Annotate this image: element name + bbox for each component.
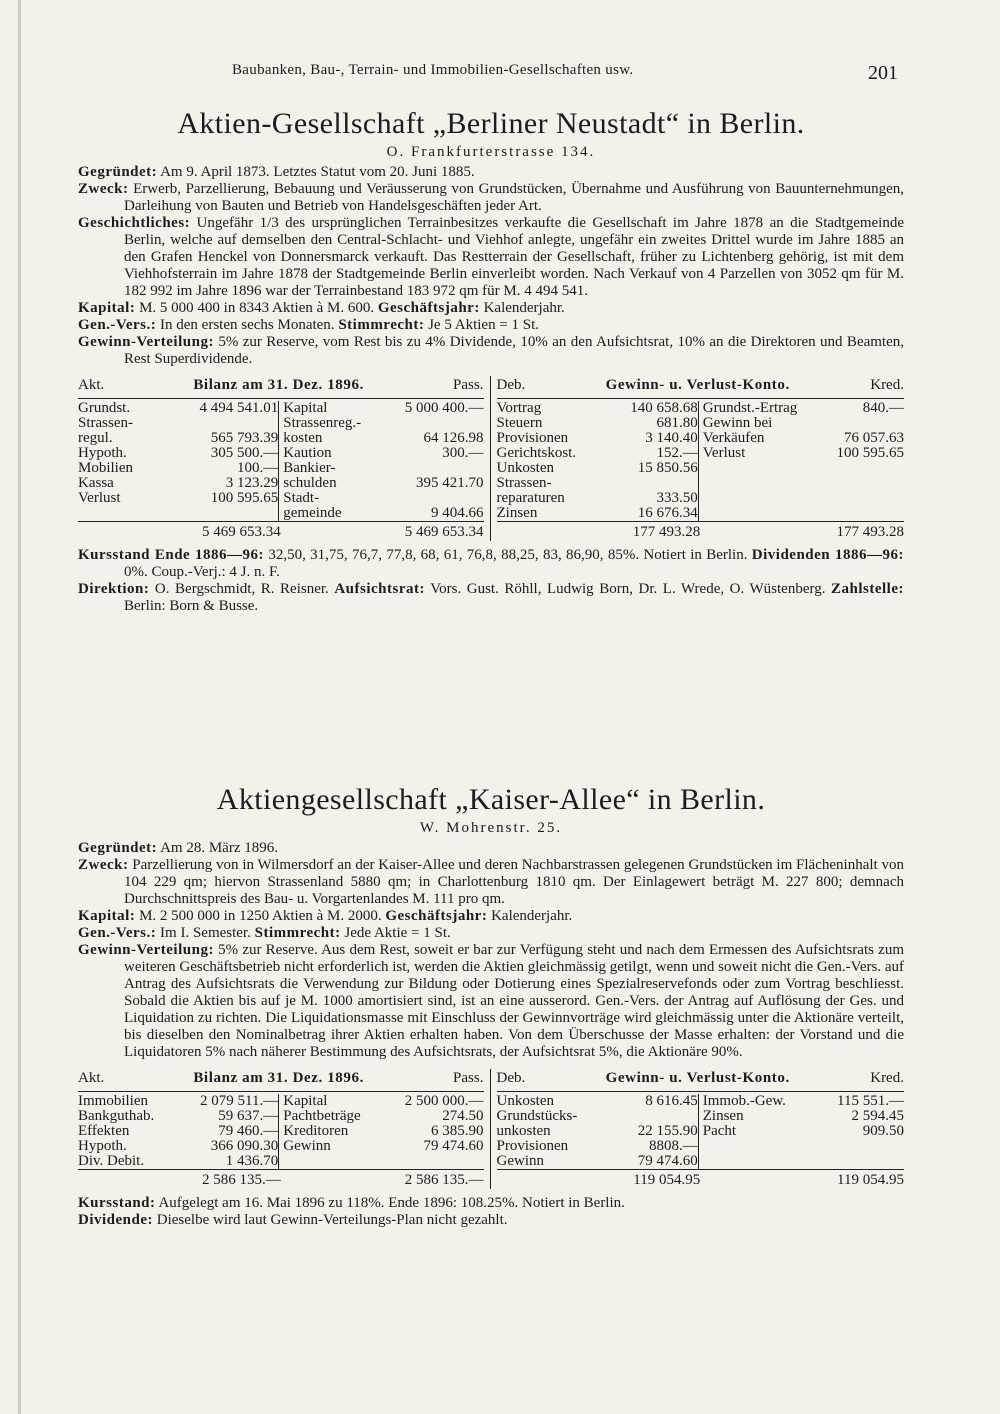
table-row <box>283 416 483 431</box>
company-notes <box>78 547 904 615</box>
row-label: Kassa <box>78 475 114 491</box>
row-label: Strassen- <box>78 415 133 431</box>
table-row <box>78 491 278 506</box>
field-label: Stimmrecht: <box>338 317 425 333</box>
row-label: Immob.-Gew. <box>702 1093 786 1109</box>
row-amount: 8808.— <box>649 1138 698 1154</box>
row-amount: 16 676.34 <box>637 505 698 521</box>
field-text: Erwerb, Parzellierung, Bebauung und Veräusserung von Grundstücken, Übernahme und Ausführung von Bauunternehmungen, Darleihung von Bauten und Betrieb von Handelsgeschäften jeder Art. <box>124 181 904 214</box>
row-label: Provisionen <box>496 430 569 446</box>
row-label: Gewinn <box>496 1153 544 1169</box>
table-row <box>283 1109 483 1124</box>
field-text: 5% zur Reserve. Aus dem Rest, soweit er bar zur Verfügung steht und nach dem Ermessen des Aufsichtsrats zum weiteren Geschäftsbetrieb nicht erforderlich ist, werden die Aktien gleichmässig getilgt, wenn und soweit nicht die Gen.-Vers. auf Antrag des Aufsichtsrats die Verwendung zur Bildung oder Dotierung eines Spezialreservefonds oder zum Vortrag beschliesst. Sobald die Aktien bis auf je M. 1000 amortisiert sind, ist an eine ausserord. Gen.-Vers. der Antrag auf Auflösung der Ges. und Liquidation zu richten. Die Liquidationsmasse mit Einschluss der Gewinnvorträge wird gleichmässig unter die Aktionäre verteilt, bis dieselben den Nominalbetrag ihrer Aktien erhalten haben. Von dem Überschusse der Masse erhalten: der Vorstand und die Liquidatoren 5% nach näherer Bestimmung des Aufsichtsrats, der Aufsichtsrat 5%, die Aktionäre 90%. <box>124 942 904 1060</box>
table-title: Bilanz am 31. Dez. 1896. <box>193 377 364 393</box>
row-label: kosten <box>283 430 323 446</box>
field-text: Vors. Gust. Röhll, Ludwig Born, Dr. L. Wrede, O. Wüstenberg. <box>424 581 831 597</box>
column-tag-right: Kred. <box>870 1070 904 1086</box>
table-row <box>703 431 904 446</box>
aktiva-column <box>78 401 278 521</box>
row-label: Strassenreg.- <box>283 415 362 431</box>
entry-paragraph <box>78 925 904 942</box>
row-label: Bankguthab. <box>78 1108 155 1124</box>
company-fields <box>78 164 904 368</box>
entry-paragraph <box>78 547 904 581</box>
row-label: Gewinn <box>283 1138 331 1154</box>
row-amount: 6 385.90 <box>431 1123 484 1139</box>
total-left: 2 586 135.— <box>78 1169 281 1189</box>
row-label: Vortrag <box>496 400 542 416</box>
row-amount: 8 616.45 <box>645 1093 698 1109</box>
field-text: Kalenderjahr. <box>479 300 565 316</box>
row-label: Pacht <box>702 1123 737 1139</box>
entry-paragraph <box>78 300 904 317</box>
row-label: reparaturen <box>496 490 565 506</box>
row-amount: 79 460.— <box>218 1123 279 1139</box>
table-totals <box>78 521 484 541</box>
field-label: Gen.-Vers.: <box>78 317 157 333</box>
entry-paragraph <box>78 942 904 1061</box>
entry-paragraph <box>78 181 904 215</box>
table-row <box>78 1109 278 1124</box>
row-amount: 681.80 <box>656 415 698 431</box>
company-address: W. Mohrenstr. 25. <box>419 820 563 836</box>
row-label: Grundst. <box>78 400 131 416</box>
row-label: schulden <box>283 475 337 491</box>
field-label: Zahlstelle: <box>831 581 904 597</box>
row-label: Div. Debit. <box>78 1153 145 1169</box>
row-amount: 76 057.63 <box>844 430 904 446</box>
field-text: 0%. Coup.-Verj.: 4 J. n. F. <box>124 564 280 580</box>
table-row <box>283 476 483 491</box>
row-label: Hypoth. <box>78 1138 127 1154</box>
row-label: Gewinn bei <box>702 415 773 431</box>
table-row <box>78 1124 278 1139</box>
row-amount: 909.50 <box>862 1123 904 1139</box>
table-header <box>78 1069 484 1092</box>
row-amount: 100.— <box>237 460 279 476</box>
row-amount: 4 494 541.01 <box>199 400 279 416</box>
table-row <box>283 431 483 446</box>
row-label: Hypoth. <box>78 445 127 461</box>
row-label: unkosten <box>496 1123 551 1139</box>
company-title: Aktiengesellschaft „Kaiser-Allee“ in Berlin. <box>216 783 766 816</box>
row-amount: 79 474.60 <box>423 1138 484 1154</box>
table-row <box>78 446 278 461</box>
row-amount: 840.— <box>862 400 904 416</box>
field-label: Geschäftsjahr: <box>385 908 488 924</box>
table-row <box>283 1094 483 1109</box>
table-row <box>497 416 698 431</box>
field-text: Berlin: Born & Busse. <box>124 598 259 614</box>
field-text: Aufgelegt am 16. Mai 1896 zu 118%. Ende 1896: 108.25%. Notiert in Berlin. <box>155 1195 625 1211</box>
company-entry-berliner-neustadt <box>78 106 904 615</box>
debit-column <box>497 1094 698 1169</box>
field-text: Kalenderjahr. <box>487 908 573 924</box>
row-amount: 100 595.65 <box>836 445 904 461</box>
table-row <box>703 401 904 416</box>
field-label: Dividende: <box>78 1212 154 1228</box>
field-text: Je 5 Aktien = 1 St. <box>424 317 540 333</box>
row-amount: 274.50 <box>442 1108 484 1124</box>
table-row <box>497 1124 698 1139</box>
row-label: regul. <box>78 430 113 446</box>
table-row <box>78 476 278 491</box>
column-tag-right: Pass. <box>453 377 484 393</box>
row-amount: 140 658.68 <box>630 400 698 416</box>
row-amount: 115 551.— <box>837 1093 904 1109</box>
page-edge-shadow <box>18 0 21 1414</box>
row-label: Verlust <box>78 490 121 506</box>
row-amount: 5 000 400.— <box>404 400 484 416</box>
row-label: gemeinde <box>283 505 342 521</box>
table-row <box>497 431 698 446</box>
row-amount: 300.— <box>442 445 484 461</box>
field-text: 5% zur Reserve, vom Rest bis zu 4% Dividende, 10% an den Aufsichtsrat, 10% an die Direktoren und Beamten, Rest Superdividende. <box>124 334 904 367</box>
credit-column <box>698 401 904 521</box>
table-row <box>497 491 698 506</box>
total-left: 119 054.95 <box>497 1169 701 1189</box>
table-header <box>497 376 905 399</box>
passiva-column <box>278 401 483 521</box>
row-amount: 79 474.60 <box>637 1153 698 1169</box>
field-label: Gewinn-Verteilung: <box>78 942 214 958</box>
field-label: Kursstand: <box>78 1195 156 1211</box>
table-header <box>78 376 484 399</box>
table-row <box>497 446 698 461</box>
table-row <box>283 401 483 416</box>
row-amount: 9 404.66 <box>431 505 484 521</box>
table-row <box>78 1139 278 1154</box>
row-label: Unkosten <box>496 460 554 476</box>
financial-tables <box>78 1069 904 1189</box>
row-label: Kreditoren <box>283 1123 349 1139</box>
field-label: Geschichtliches: <box>78 215 191 231</box>
table-row <box>78 401 278 416</box>
total-right: 2 586 135.— <box>281 1169 484 1189</box>
table-body <box>78 399 484 521</box>
table-row <box>78 461 278 476</box>
row-label: Kapital <box>283 1093 328 1109</box>
profit-loss-account <box>490 1069 905 1189</box>
row-amount: 2 079 511.— <box>200 1093 279 1109</box>
entry-paragraph <box>78 857 904 908</box>
total-left: 5 469 653.34 <box>78 521 281 541</box>
profit-loss-account <box>490 376 905 541</box>
entry-paragraph <box>78 908 904 925</box>
table-row <box>78 1094 278 1109</box>
field-text: Dieselbe wird laut Gewinn-Verteilungs-Plan nicht gezahlt. <box>153 1212 508 1228</box>
row-amount: 3 123.29 <box>225 475 279 491</box>
field-label: Gewinn-Verteilung: <box>78 334 214 350</box>
field-label: Geschäftsjahr: <box>377 300 480 316</box>
table-row <box>703 1109 904 1124</box>
column-tag-left: Akt. <box>78 1070 105 1086</box>
field-text: M. 5 000 400 in 8343 Aktien à M. 600. <box>135 300 378 316</box>
field-label: Zweck: <box>78 857 129 873</box>
row-amount: 565 793.39 <box>210 430 279 446</box>
balance-sheet <box>78 1069 484 1189</box>
row-label: Grundst.-Ertrag <box>702 400 798 416</box>
table-row <box>703 1094 904 1109</box>
row-amount: 333.50 <box>656 490 698 506</box>
column-tag-right: Pass. <box>453 1070 484 1086</box>
table-row <box>283 461 483 476</box>
row-label: Provisionen <box>496 1138 569 1154</box>
column-tag-left: Deb. <box>496 1070 526 1086</box>
total-right: 119 054.95 <box>700 1169 904 1189</box>
row-amount: 2 594.45 <box>851 1108 904 1124</box>
row-label: Immobilien <box>78 1093 148 1109</box>
row-label: Strassen- <box>496 475 552 491</box>
table-row <box>703 446 904 461</box>
entry-paragraph <box>78 1195 904 1212</box>
table-row <box>283 1124 483 1139</box>
row-label: Grundstücks- <box>496 1108 578 1124</box>
field-text: In den ersten sechs Monaten. <box>156 317 339 333</box>
field-label: Aufsichtsrat: <box>334 581 425 597</box>
table-row <box>497 401 698 416</box>
row-label: Bankier- <box>283 460 336 476</box>
column-tag-left: Akt. <box>78 377 105 393</box>
financial-tables <box>78 376 904 541</box>
entry-paragraph <box>78 215 904 300</box>
field-text: Jede Aktie = 1 St. <box>340 925 451 941</box>
debit-column <box>497 401 698 521</box>
table-totals <box>497 521 905 541</box>
field-text: Im I. Semester. <box>156 925 255 941</box>
entry-paragraph <box>78 840 904 857</box>
table-row <box>78 1154 278 1169</box>
balance-sheet <box>78 376 484 541</box>
entry-paragraph <box>78 1212 904 1229</box>
running-head: Baubanken, Bau-, Terrain- und Immobilien-Gesellschaften usw. <box>232 62 634 78</box>
field-label: Kursstand Ende 1886—96: <box>78 547 265 563</box>
table-row <box>497 476 698 491</box>
row-amount: 395 421.70 <box>416 475 484 491</box>
entry-paragraph <box>78 164 904 181</box>
table-row <box>497 1154 698 1169</box>
field-label: Gegründet: <box>78 164 158 180</box>
row-label: Unkosten <box>496 1093 554 1109</box>
entry-paragraph <box>78 581 904 615</box>
table-row <box>283 1139 483 1154</box>
table-row <box>497 1109 698 1124</box>
row-amount: 305 500.— <box>210 445 279 461</box>
field-text: Parzellierung von in Wilmersdorf an der Kaiser-Allee und deren Nachbarstrassen gelegenen Grundstücken im Flächeninhalt von 104 229 qm; hiervon Strassenland 5880 qm; in Charlottenburg 1810 qm. Der Einlagewert beträgt M. 227 800; demnach Durchschnittspreis des Bau- u. Vorgartenlandes M. 111 pro qm. <box>124 857 904 907</box>
row-amount: 152.— <box>656 445 698 461</box>
field-label: Kapital: <box>78 300 136 316</box>
table-row <box>497 1139 698 1154</box>
entry-paragraph <box>78 334 904 368</box>
credit-column <box>698 1094 904 1169</box>
table-totals <box>497 1169 905 1189</box>
field-text: Am 28. März 1896. <box>157 840 278 856</box>
table-header <box>497 1069 905 1092</box>
row-amount: 64 126.98 <box>423 430 484 446</box>
passiva-column <box>278 1094 483 1169</box>
table-row <box>283 506 483 521</box>
table-row <box>78 416 278 431</box>
table-body <box>497 1092 905 1169</box>
total-right: 177 493.28 <box>700 521 904 541</box>
row-label: Zinsen <box>702 1108 744 1124</box>
row-label: Effekten <box>78 1123 130 1139</box>
table-row <box>703 416 904 431</box>
field-label: Dividenden 1886—96: <box>751 547 904 563</box>
column-tag-right: Kred. <box>870 377 904 393</box>
table-title: Gewinn- u. Verlust-Konto. <box>605 377 790 393</box>
table-row <box>283 446 483 461</box>
field-label: Direktion: <box>78 581 150 597</box>
row-amount: 100 595.65 <box>210 490 279 506</box>
aktiva-column <box>78 1094 278 1169</box>
row-label: Kapital <box>283 400 328 416</box>
company-address: O. Frankfurterstrasse 134. <box>386 144 596 160</box>
row-amount: 59 637.— <box>218 1108 279 1124</box>
column-tag-left: Deb. <box>496 377 526 393</box>
row-label: Gerichtskost. <box>496 445 577 461</box>
entry-paragraph <box>78 317 904 334</box>
company-fields <box>78 840 904 1061</box>
table-row <box>497 506 698 521</box>
total-right: 5 469 653.34 <box>281 521 484 541</box>
table-totals <box>78 1169 484 1189</box>
page-number: 201 <box>868 62 898 84</box>
field-text: Am 9. April 1873. Letztes Statut vom 20. Juni 1885. <box>157 164 475 180</box>
row-label: Kaution <box>283 445 332 461</box>
table-title: Bilanz am 31. Dez. 1896. <box>193 1070 364 1086</box>
company-entry-kaiser-allee <box>78 782 904 1229</box>
table-body <box>78 1092 484 1169</box>
field-label: Stimmrecht: <box>254 925 341 941</box>
row-label: Pachtbeträge <box>283 1108 361 1124</box>
total-left: 177 493.28 <box>497 521 701 541</box>
company-notes <box>78 1195 904 1229</box>
row-label: Verkäufen <box>702 430 765 446</box>
field-text: 32,50, 31,75, 76,7, 77,8, 68, 61, 76,8, 88,25, 83, 86,90, 85%. Notiert in Berlin. <box>264 547 752 563</box>
table-row <box>78 431 278 446</box>
row-label: Stadt- <box>283 490 320 506</box>
field-label: Gegründet: <box>78 840 158 856</box>
row-amount: 22 155.90 <box>637 1123 698 1139</box>
company-title: Aktien-Gesellschaft „Berliner Neustadt“ in Berlin. <box>177 107 805 140</box>
field-text: O. Bergschmidt, R. Reisner. <box>149 581 335 597</box>
field-label: Gen.-Vers.: <box>78 925 157 941</box>
table-row <box>283 491 483 506</box>
row-label: Verlust <box>702 445 746 461</box>
field-label: Zweck: <box>78 181 129 197</box>
table-row <box>703 1124 904 1139</box>
table-body <box>497 399 905 521</box>
table-row <box>497 461 698 476</box>
row-amount: 3 140.40 <box>645 430 698 446</box>
row-label: Mobilien <box>78 460 133 476</box>
field-text: Ungefähr 1/3 des ursprünglichen Terrainbesitzes verkaufte die Gesellschaft im Jahre 1878 an die Stadtgemeinde Berlin, welche auf demselben den Central-Schlacht- und Viehhof anlegte, ungefähr ein zweites Drittel wurde im Jahre 1885 an den Grafen Henckel von Donnersmarck verkauft. Das Restterrain der Gesellschaft, früher zu Lichtenberg gehörig, ist mit dem Viehhofsterrain im Jahre 1878 der Stadtgemeinde Berlin einverleibt worden. Nach Verkauf von 4 Parzellen von 3052 qm für M. 182 992 im Jahre 1896 war der Terrainbestand 183 972 qm für M. 4 494 541. <box>124 215 904 299</box>
row-amount: 15 850.56 <box>637 460 698 476</box>
row-amount: 1 436.70 <box>225 1153 279 1169</box>
row-label: Zinsen <box>496 505 538 521</box>
field-label: Kapital: <box>78 908 136 924</box>
field-text: M. 2 500 000 in 1250 Aktien à M. 2000. <box>135 908 386 924</box>
row-label: Steuern <box>496 415 543 431</box>
row-amount: 366 090.30 <box>210 1138 279 1154</box>
table-title: Gewinn- u. Verlust-Konto. <box>605 1070 790 1086</box>
row-amount: 2 500 000.— <box>404 1093 484 1109</box>
table-row <box>497 1094 698 1109</box>
